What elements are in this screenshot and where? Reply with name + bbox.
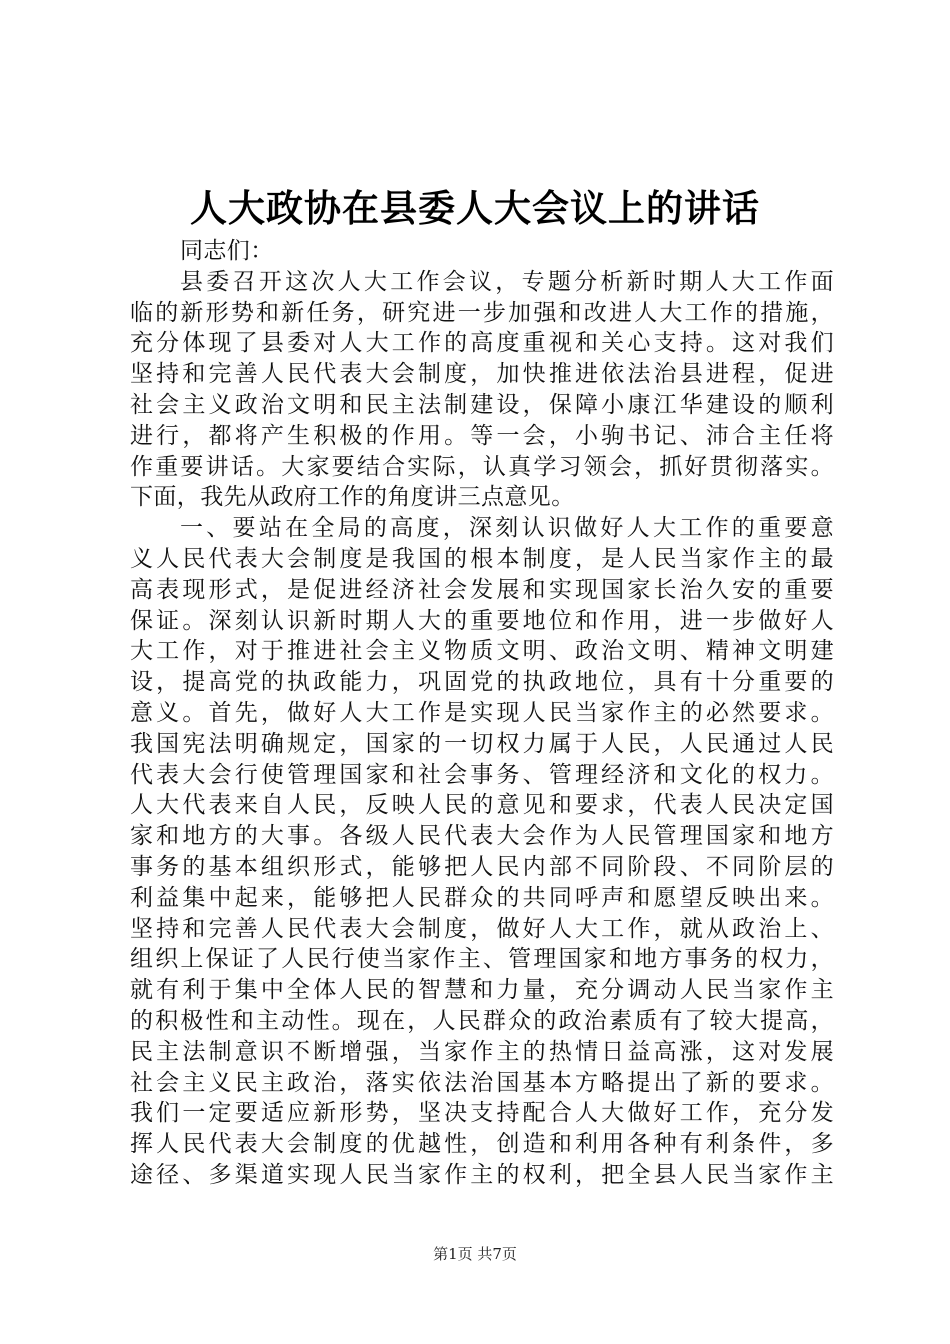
document-body [130,236,834,1191]
text-line: 的积极性和主动性。现在，人民群众的政治素质有了较大提高， [130,1007,834,1034]
text-line: 设，提高党的执政能力，巩固党的执政地位，具有十分重要的 [130,669,834,696]
text-line: 下面，我先从政府工作的角度讲三点意见。 [130,484,575,511]
text-line: 代表大会行使管理国家和社会事务、管理经济和文化的权力。 [130,761,834,788]
text-line: 组织上保证了人民行使当家作主、管理国家和地方事务的权力， [130,946,834,973]
text-line: 坚持和完善人民代表大会制度，做好人大工作，就从政治上、 [130,915,834,942]
text-line: 社会主义民主政治，落实依法治国基本方略提出了新的要求。 [130,1069,834,1096]
document-title: 人大政协在县委人大会议上的讲话 [190,186,760,230]
text-line: 高表现形式，是促进经济社会发展和实现国家长治久安的重要 [130,576,834,603]
text-line: 挥人民代表大会制度的优越性，创造和利用各种有利条件，多 [130,1131,834,1158]
text-line: 作重要讲话。大家要结合实际，认真学习领会，抓好贯彻落实。 [130,453,834,480]
text-line: 我国宪法明确规定，国家的一切权力属于人民，人民通过人民 [130,730,834,757]
text-line: 充分体现了县委对人大工作的高度重视和关心支持。这对我们 [130,330,834,357]
text-line: 进行，都将产生积极的作用。等一会，小驹书记、沛合主任将 [130,422,834,449]
text-line: 事务的基本组织形式，能够把人民内部不同阶段、不同阶层的 [130,853,834,880]
text-line: 坚持和完善人民代表大会制度，加快推进依法治县进程，促进 [130,361,834,388]
text-line: 人大代表来自人民，反映人民的意见和要求，代表人民决定国 [130,792,834,819]
text-line: 利益集中起来，能够把人民群众的共同呼声和愿望反映出来。 [130,884,834,911]
salutation-line: 同志们： [180,238,274,264]
text-line: 保证。深刻认识新时期人大的重要地位和作用，进一步做好人 [130,607,834,634]
text-line: 社会主义政治文明和民主法制建设，保障小康江华建设的顺利 [130,391,834,418]
page-footer: 第1页 共7页 [433,1245,517,1263]
text-line: 家和地方的大事。各级人民代表大会作为人民管理国家和地方 [130,823,834,850]
text-line: 临的新形势和新任务，研究进一步加强和改进人大工作的措施， [130,299,834,326]
text-line: 大工作，对于推进社会主义物质文明、政治文明、精神文明建 [130,638,834,665]
text-line: 我们一定要适应新形势，坚决支持配合人大做好工作，充分发 [130,1100,834,1127]
text-line: 意义。首先，做好人大工作是实现人民当家作主的必然要求。 [130,699,834,726]
text-line: 一、要站在全局的高度，深刻认识做好人大工作的重要意 [180,515,834,542]
text-line: 民主法制意识不断增强，当家作主的热情日益高涨，这对发展 [130,1038,834,1065]
text-line: 义人民代表大会制度是我国的根本制度，是人民当家作主的最 [130,545,834,572]
text-line: 县委召开这次人大工作会议，专题分析新时期人大工作面 [180,268,834,295]
text-line: 就有利于集中全体人民的智慧和力量，充分调动人民当家作主 [130,977,834,1004]
text-line: 途径、多渠道实现人民当家作主的权利，把全县人民当家作主 [130,1161,834,1188]
